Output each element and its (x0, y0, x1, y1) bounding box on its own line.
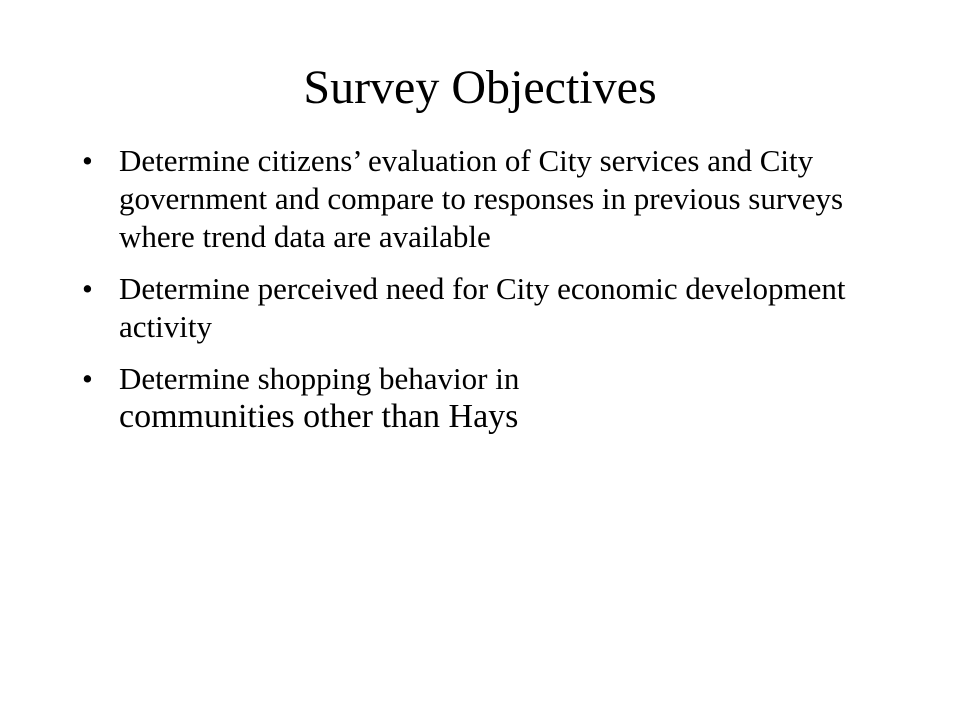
bullet-list (82, 142, 872, 450)
bullet-icon: • (82, 361, 93, 396)
bullet-text: Determine perceived need for City economic development activity (119, 271, 846, 344)
bullet-item-shopping-behavior (82, 360, 872, 436)
bullet-text: Determine citizens’ evaluation of City services and City government and compare to responses in previous surveys where trend data are available (119, 143, 844, 254)
bullet-item-evaluation (82, 142, 872, 256)
bullet-text-part-2: communities other than Hays (119, 398, 519, 435)
slide-title: Survey Objectives (303, 61, 657, 114)
bullet-icon: • (82, 143, 93, 178)
bullet-item-economic-development (82, 270, 872, 346)
bullet-text-part-1: Determine shopping behavior in (119, 361, 520, 396)
bullet-icon: • (82, 271, 93, 306)
